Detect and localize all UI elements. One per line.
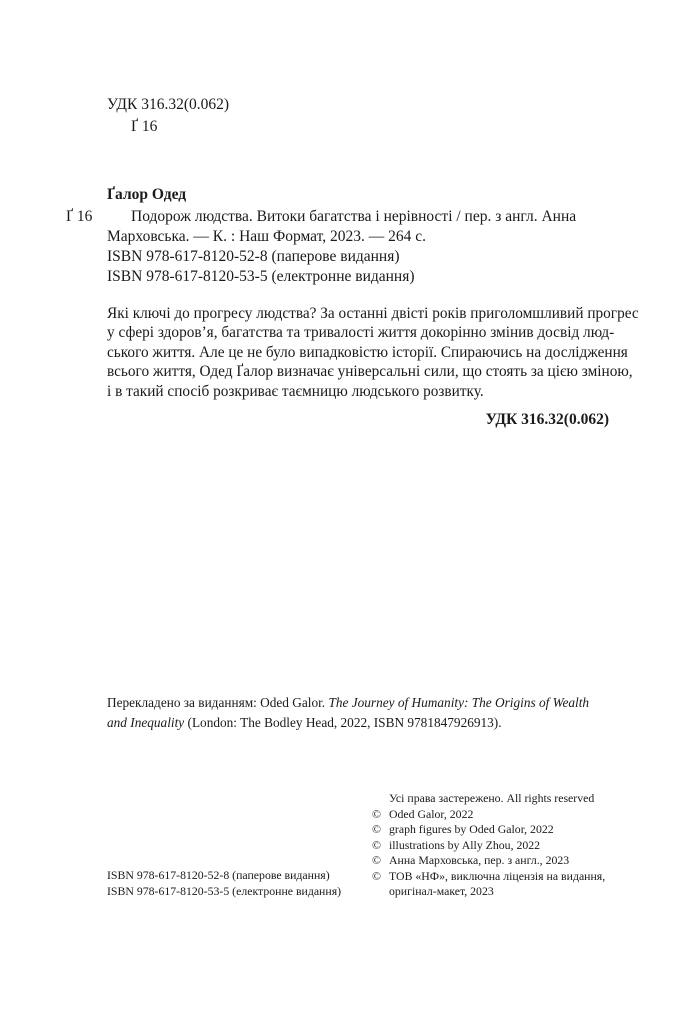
annotation-line: ського життя. Але це не було випадковістю історії. Спираючись на дослідження: [107, 343, 628, 361]
copyright-icon: ©: [372, 822, 381, 836]
translation-note: [107, 693, 609, 732]
copyright-item: [372, 838, 605, 854]
copyright-item: [372, 807, 605, 823]
copyright-text: illustrations by Ally Zhou, 2022: [389, 837, 541, 852]
rights-header: Усі права застережено. All rights reserved: [389, 791, 595, 805]
biblio-line-2: Марховська. — К. : Наш Формат, 2023. — 264 с.: [107, 228, 427, 245]
biblio-isbn-1: ISBN 978-617-8120-52-8 (паперове видання): [107, 248, 400, 265]
copyright-item: [372, 853, 605, 869]
copyright-icon: ©: [372, 837, 381, 852]
author-index-margin: Ґ 16: [66, 208, 93, 225]
annotation: [107, 304, 639, 401]
isbn-bottom: [107, 868, 341, 899]
translation-prefix: Перекладено за виданням: Oded Galor.: [107, 695, 329, 710]
annotation-line: і в такий спосіб розкриває таємницю людського розвитку.: [107, 382, 484, 400]
udk-top: УДК 316.32(0.062): [107, 96, 230, 113]
annotation-line: Які ключі до прогресу людства? За останні двісті років приголомшливий прогрес: [107, 305, 639, 322]
copyright-icon: ©: [372, 853, 381, 867]
biblio-isbn-2: ISBN 978-617-8120-53-5 (електронне видання): [107, 268, 415, 285]
translation-suffix: (London: The Bodley Head, 2022, ISBN 9781847926913).: [184, 714, 502, 730]
copyright-text: ТОВ «НФ», виключна ліцензія на видання,: [389, 868, 606, 883]
copyright-block: [372, 791, 605, 900]
copyright-icon: ©: [372, 806, 381, 821]
copyright-item: [372, 822, 605, 838]
bibliographic-record: [107, 207, 611, 287]
annotation-line: всього життя, Одед Ґалор визначає універсальні сили, що стоять за цією зміною,: [107, 363, 633, 381]
author-name: Ґалор Одед: [107, 186, 187, 203]
copyright-icon: ©: [372, 868, 381, 883]
author-index-top: Ґ 16: [131, 118, 158, 135]
copyright-last-line: оригінал-макет, 2023: [389, 884, 494, 898]
copyright-text: Анна Марховська, пер. з англ., 2023: [389, 853, 570, 867]
original-title: The Journey of Humanity: The Origins of Wealth: [328, 695, 590, 710]
copyright-text: graph figures by Oded Galor, 2022: [389, 822, 554, 836]
isbn-paper: ISBN 978-617-8120-52-8 (паперове видання): [107, 868, 330, 882]
udk-annotation: УДК 316.32(0.062): [485, 411, 609, 428]
original-title-cont: and Inequality: [107, 714, 185, 730]
annotation-line: у сфері здоров’я, багатства та тривалості життя докорінно змінив досвід люд-: [107, 324, 615, 342]
biblio-line-1: Подорож людства. Витоки багатства і нерівності / пер. з англ. Анна: [131, 208, 577, 225]
copyright-text: Oded Galor, 2022: [389, 806, 474, 821]
copyright-item: [372, 869, 605, 885]
isbn-electronic: ISBN 978-617-8120-53-5 (електронне видання): [107, 883, 342, 898]
